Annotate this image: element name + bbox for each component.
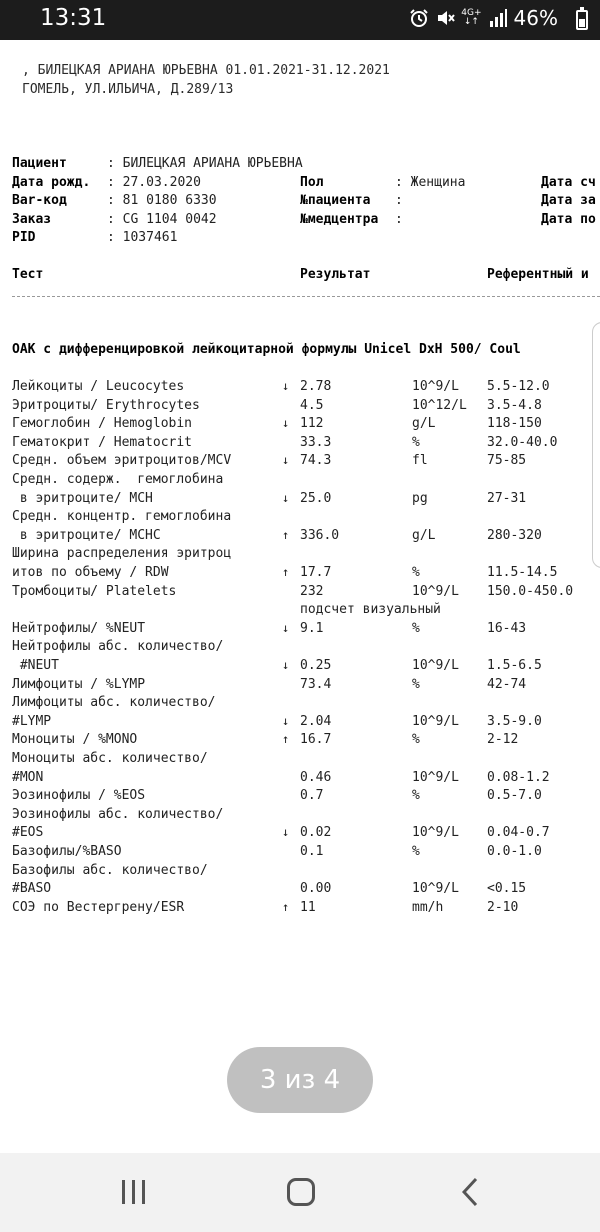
table-row [0,658,600,676]
flag-arrow: ↓ [282,490,290,505]
reference-range: <0.15 [487,881,527,897]
mute-icon [435,8,455,28]
unit: % [412,844,420,859]
date-label-3: Дата по [541,212,596,227]
report-header: , БИЛЕЦКАЯ АРИАНА ЮРЬЕВНА 01.01.2021-31.12.2021 [22,63,390,78]
result-value: 9.1 [300,620,324,636]
table-row [0,900,600,918]
unit: 10^9/L [412,713,459,729]
table-row [0,881,600,899]
table-row [0,416,600,434]
table-row [0,825,600,843]
result-value: 0.02 [300,825,332,841]
flag-arrow: ↑ [282,527,290,542]
test-name: Гемоглобин / Hemoglobin [12,416,193,432]
unit: % [412,676,420,692]
signal-icon [488,8,508,28]
unit: % [412,620,420,636]
unit: fl [412,453,428,469]
table-row [0,751,600,769]
result-value: 11 [300,899,316,915]
test-name: Лимфоциты / %LYMP [12,676,146,692]
table-row [0,509,600,527]
table-row [0,695,600,713]
flag-arrow: ↓ [282,416,290,431]
result-value: 112 [300,416,324,432]
test-name: Гематокрит / Hematocrit [12,434,193,450]
test-name: Эритроциты/ Erythrocytes [12,397,200,413]
table-row [0,435,600,453]
table-row [0,491,600,509]
pid-label: PID [12,230,36,245]
medcenter-label: №медцентра [300,212,379,227]
unit: % [412,732,420,748]
reference-range: 150.0-450.0 [487,583,574,599]
unit: 10^9/L [412,658,459,673]
page-indicator-label: 3 из 4 [259,1065,341,1095]
table-row [0,565,600,583]
table-row [0,453,600,471]
result-value: 232 [300,583,324,599]
result-value: 2.04 [300,713,332,729]
unit: 10^9/L [412,769,459,785]
flag-arrow: ↑ [282,899,290,914]
unit: 10^9/L [412,825,459,841]
report-address: ГОМЕЛЬ, УЛ.ИЛЬИЧА, Д.289/13 [22,82,234,97]
result-value: 0.1 [300,844,324,859]
reference-range: 16-43 [487,620,527,636]
table-row [0,639,600,657]
test-name: Моноциты абс. количество/ [12,751,208,766]
unit: % [412,788,420,804]
result-value: 0.25 [300,658,332,673]
table-row [0,732,600,750]
test-name: СОЭ по Вестергрену/ESR [12,899,185,915]
flag-arrow: ↓ [282,658,290,672]
medcenter-value: : [395,212,403,227]
table-row [0,844,600,862]
sex-value: : Женщина [395,175,466,190]
reference-range: 3.5-4.8 [487,397,542,413]
recents-button[interactable] [122,1180,146,1204]
home-button[interactable] [287,1178,315,1206]
result-value: 17.7 [300,565,332,580]
test-name: в эритроците/ MCH [12,490,153,506]
table-row [0,398,600,416]
flag-arrow: ↓ [282,825,290,840]
flag-arrow: ↓ [282,379,290,393]
document-page[interactable] [0,40,600,1153]
test-name: Ширина распределения эритроц [12,546,232,562]
reference-range: 5.5-12.0 [487,379,550,394]
result-value: 73.4 [300,676,332,692]
result-value: 336.0 [300,527,340,543]
result-value: 0.46 [300,769,332,785]
date-label-1: Дата сч [541,175,596,190]
status-bar [0,0,600,40]
flag-arrow: ↑ [282,732,290,747]
unit: 10^9/L [412,583,459,599]
unit: mm/h [412,899,444,915]
clock: 13:31 [40,5,107,31]
flag-arrow: ↓ [282,713,290,728]
reference-range: 0.04-0.7 [487,825,550,841]
alarm-icon [409,8,429,28]
battery-percent: 46% [513,6,558,30]
table-row [0,807,600,825]
column-test: Тест [12,267,44,282]
date-label-2: Дата за [541,193,596,208]
result-value: 0.7 [300,788,324,804]
reference-range: 1.5-6.5 [487,658,542,673]
table-row [0,677,600,695]
test-name: #MON [12,769,44,785]
flag-arrow: ↑ [282,565,290,579]
reference-range: 42-74 [487,676,527,692]
test-name: Лимфоциты абс. количество/ [12,695,216,711]
result-value: 16.7 [300,732,332,748]
result-value: 0.00 [300,881,332,897]
order-value: : CG 1104 0042 [107,212,217,227]
unit: % [412,434,420,450]
battery-icon [576,10,588,30]
reference-range: 118-150 [487,416,542,432]
result-value: 33.3 [300,434,332,450]
test-name: #EOS [12,825,44,841]
patient-value: : БИЛЕЦКАЯ АРИАНА ЮРЬЕВНА [107,156,303,171]
result-value: 4.5 [300,397,324,413]
table-row [0,770,600,788]
test-name: Базофилы абс. количество/ [12,862,208,878]
reference-range: 0.0-1.0 [487,844,542,859]
reference-range: 280-320 [487,527,542,543]
unit: % [412,565,420,580]
test-name: Нейтрофилы абс. количество/ [12,639,224,655]
test-name: Тромбоциты/ Platelets [12,583,177,599]
reference-range: 27-31 [487,490,527,506]
column-result: Результат [300,267,371,282]
flag-arrow: ↓ [282,620,290,635]
back-button[interactable] [462,1177,478,1207]
barcode-label: Bar-код [12,193,67,208]
result-value: 74.3 [300,453,332,469]
unit: 10^9/L [412,881,459,897]
dob-label: Дата рожд. [12,175,91,190]
reference-range: 32.0-40.0 [487,434,558,450]
sex-label: Пол [300,175,324,190]
reference-range: 2-10 [487,899,519,915]
test-name: Средн. концентр. гемоглобина [12,509,232,525]
table-row [0,863,600,881]
table-row [0,379,600,397]
reference-range: 3.5-9.0 [487,713,542,729]
table-row [0,714,600,732]
column-reference: Референтный и [487,267,589,282]
result-value: 2.78 [300,379,332,394]
patient-no-value: : [395,193,403,208]
test-name: в эритроците/ MCHC [12,527,161,543]
table-row [0,584,600,602]
divider [12,296,600,297]
barcode-value: : 81 0180 6330 [107,193,217,208]
table-row [0,602,600,620]
section-title: ОАК с дифференцировкой лейкоцитарной формулы Unicel DxH 500/ Coul [12,342,521,357]
pid-value: : 1037461 [107,230,178,245]
order-label: Заказ [12,212,52,227]
reference-range: 0.5-7.0 [487,788,542,804]
test-name: Средн. содерж. гемоглобина [12,472,224,487]
test-name: Моноциты / %MONO [12,732,138,748]
result-value: подсчет визуальный [300,602,441,618]
test-name: #LYMP [12,713,52,729]
test-name: Лейкоциты / Leucocytes [12,379,185,394]
test-name: итов по объему / RDW [12,565,169,580]
test-name: #NEUT [12,658,59,673]
navigation-bar [0,1153,600,1232]
unit: g/L [412,527,436,543]
network-icon: 4G+ ↓↑ [461,8,482,27]
test-name: Эозинофилы абс. количество/ [12,806,224,822]
unit: pg [412,490,428,506]
reference-range: 2-12 [487,732,519,748]
reference-range: 0.08-1.2 [487,769,550,785]
patient-label: Пациент [12,156,67,171]
unit: 10^12/L [412,397,467,413]
reference-range: 75-85 [487,453,527,469]
unit: 10^9/L [412,379,459,394]
table-row [0,546,600,564]
dob-value: : 27.03.2020 [107,175,201,190]
table-row [0,788,600,806]
page-indicator [227,1047,373,1113]
table-row [0,621,600,639]
test-name: Средн. объем эритроцитов/MCV [12,453,232,469]
test-name: #BASO [12,881,52,897]
table-row [0,472,600,490]
table-row [0,528,600,546]
reference-range: 11.5-14.5 [487,565,558,580]
status-icons [409,6,558,30]
unit: g/L [412,416,436,432]
result-value: 25.0 [300,490,332,506]
test-name: Нейтрофилы/ %NEUT [12,620,146,636]
patient-no-label: №пациента [300,193,371,208]
test-name: Базофилы/%BASO [12,844,122,859]
flag-arrow: ↓ [282,453,290,468]
test-name: Эозинофилы / %EOS [12,788,146,804]
